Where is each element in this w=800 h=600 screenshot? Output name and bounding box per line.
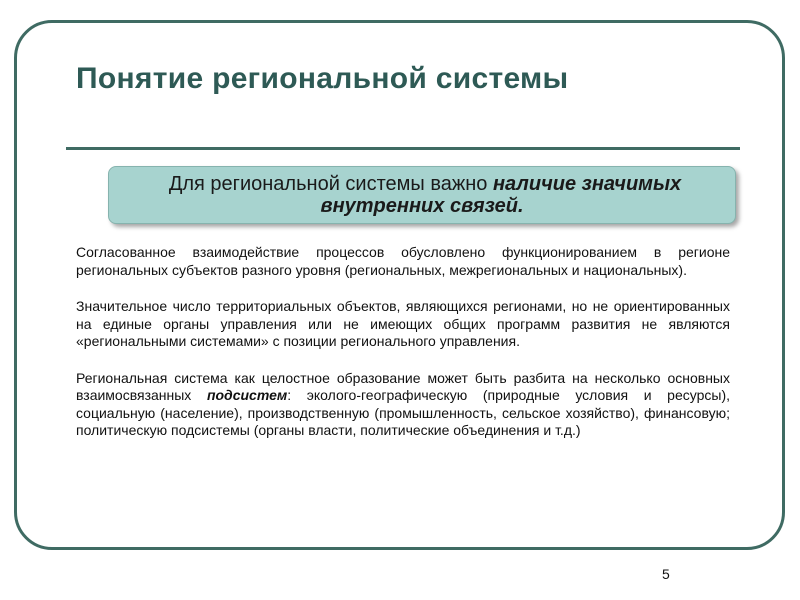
callout-line-1 [109,173,735,195]
title-divider [66,147,740,150]
paragraph-2: Значительное число территориальных объектов, являющихся регионами, но не ориентированных на единые органы управления или не имеющих общих программ развития не являются «региональными системами» с позиции регионального управления. [76,298,730,349]
slide-title: Понятие региональной системы [76,62,569,95]
paragraph-3 [76,370,730,440]
page-number: 5 [662,566,670,582]
paragraph-3-after: : эколого-географическую (природные условия и ресурсы), социальную (население), производственную (промышленность, сельское хозяйство), финансовую; политическую подсистемы (органы власти, политические объединения и т.д.) [76,387,730,438]
callout-bold-text-2: внутренних связей. [320,195,524,217]
paragraph-3-emphasis: подсистем [206,387,288,403]
callout-box [108,166,736,224]
paragraph-1: Согласованное взаимодействие процессов обусловлено функционированием в регионе региональных субъектов разного уровня (региональных, межрегиональных и национальных). [76,244,730,278]
paragraph-3-before: Региональная система как целостное образование может быть разбита на несколько основных взаимосвязанных [76,369,730,403]
body-text [76,244,730,459]
callout-bold-text-1: наличие значимых [492,173,682,195]
callout-plain-text: Для региональной системы важно [168,173,493,195]
